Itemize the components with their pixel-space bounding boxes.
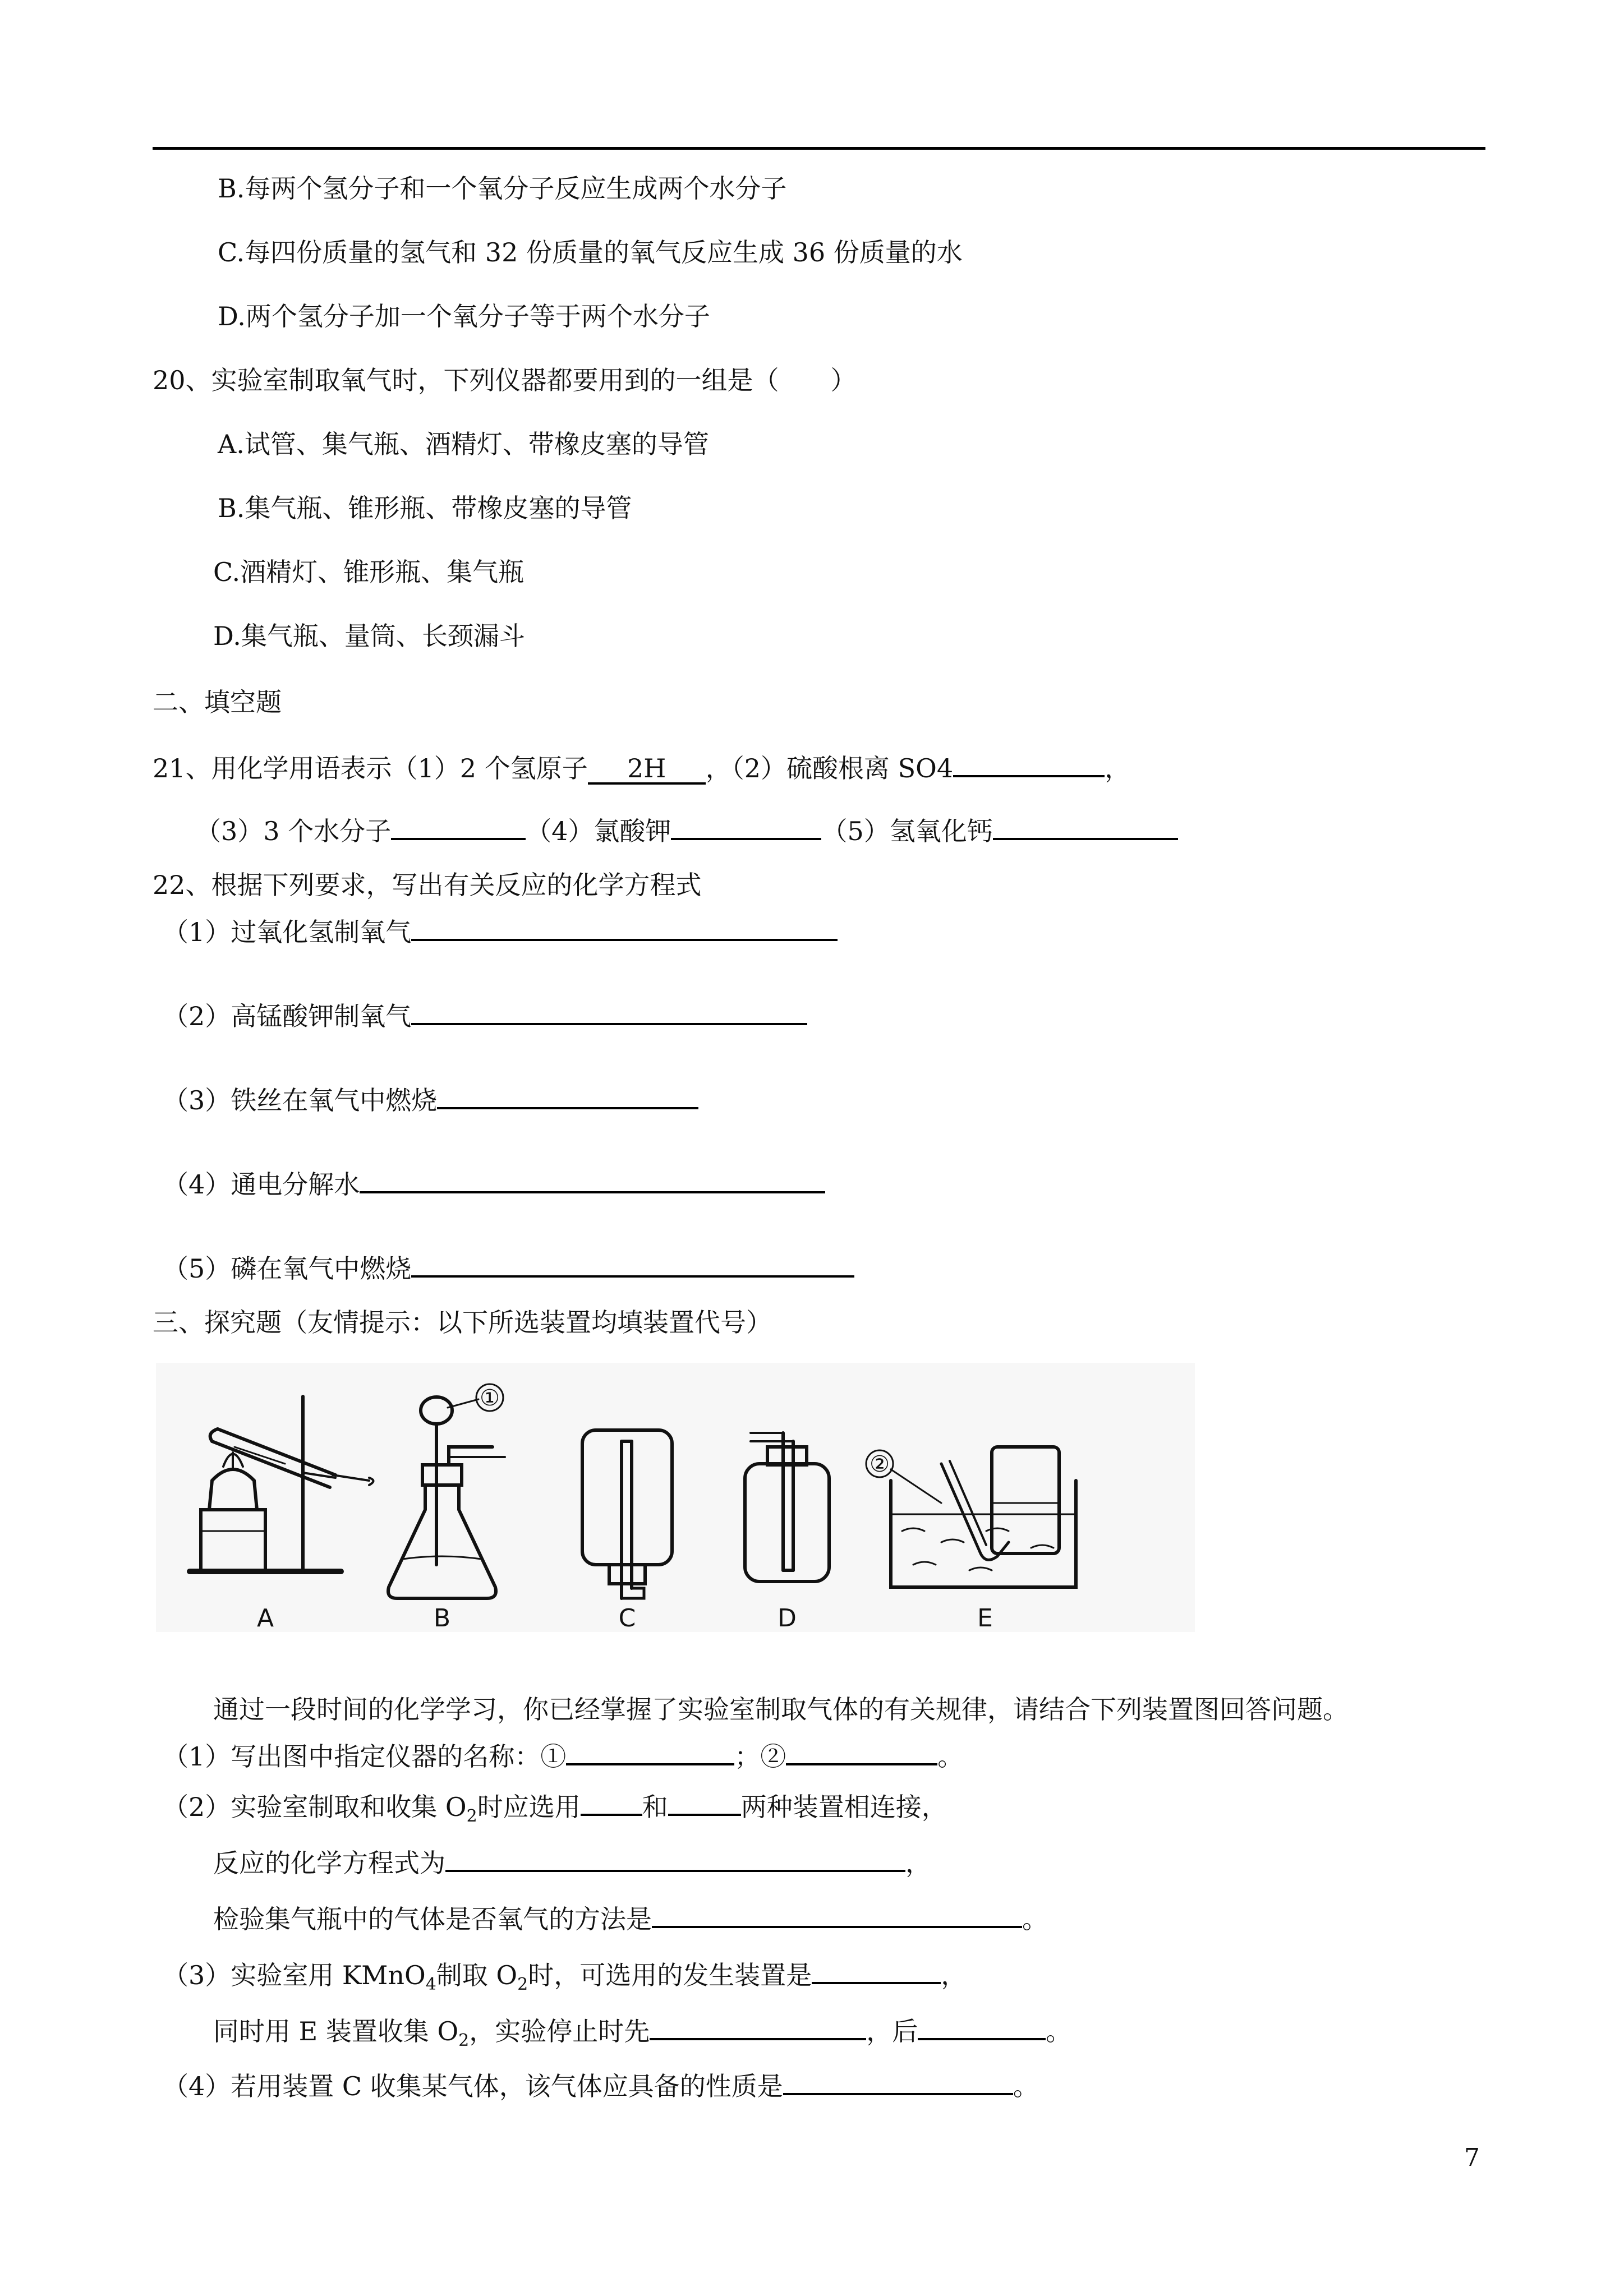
apparatus-a bbox=[190, 1396, 374, 1571]
q20-option-c: C.酒精灯、锥形瓶、集气瓶 bbox=[213, 557, 525, 587]
q22-item-4: （4）通电分解水 bbox=[163, 1165, 825, 1201]
q23-blank-equation[interactable] bbox=[445, 1844, 905, 1872]
q19-option-d: D.两个氢分子加一个氧分子等于两个水分子 bbox=[218, 301, 710, 331]
q21-blank-sulfate[interactable] bbox=[953, 749, 1105, 777]
q23-blank-gas-property[interactable] bbox=[783, 2067, 1013, 2095]
q23-part2-test: 检验集气瓶中的气体是否氧气的方法是 。 bbox=[213, 1900, 1048, 1936]
apparatus-c bbox=[582, 1430, 672, 1598]
q23-blank-instrument-2[interactable] bbox=[786, 1737, 937, 1765]
marker-2: ② bbox=[869, 1451, 890, 1477]
q22-item-5: （5）磷在氧气中燃烧 bbox=[163, 1250, 854, 1285]
q21-comma: ， bbox=[1105, 753, 1131, 783]
lab-apparatus-figure bbox=[156, 1363, 1195, 1632]
q23-intro: 通过一段时间的化学学习，你已经掌握了实验室制取气体的有关规律，请结合下列装置图回答问题。 bbox=[213, 1694, 1349, 1725]
q20-option-b: B.集气瓶、锥形瓶、带橡皮塞的导管 bbox=[218, 493, 632, 523]
q20-stem: 20、实验室制取氧气时，下列仪器都要用到的一组是（ ） bbox=[153, 365, 857, 395]
q23-blank-generator[interactable] bbox=[581, 1788, 642, 1816]
q23-blank-instrument-1[interactable] bbox=[566, 1737, 734, 1765]
label-e: E bbox=[977, 1604, 993, 1632]
q23-part1: （1）写出图中指定仪器的名称：① ；② 。 bbox=[163, 1737, 963, 1773]
q20-option-a: A.试管、集气瓶、酒精灯、带橡皮塞的导管 bbox=[218, 429, 709, 459]
q22-item-1: （1）过氧化氢制氧气 bbox=[163, 913, 838, 949]
label-b: B bbox=[433, 1604, 451, 1632]
apparatus-b bbox=[388, 1384, 505, 1598]
q21-blank-caoh2[interactable] bbox=[993, 812, 1178, 840]
q21-line2 bbox=[195, 812, 1178, 848]
header-rule bbox=[153, 147, 1485, 150]
q22-blank-1[interactable] bbox=[411, 913, 838, 941]
section-inquiry-heading: 三、探究题（友情提示：以下所选装置均填装置代号） bbox=[153, 1307, 772, 1338]
q21-part5: （5）氢氧化钙 bbox=[821, 816, 993, 846]
q21-part1: 21、用化学用语表示（1）2 个氢原子 bbox=[153, 753, 588, 783]
q21-blank-water[interactable] bbox=[391, 812, 526, 840]
q21-part4: （4）氯酸钾 bbox=[526, 816, 671, 846]
q22-item-2: （2）高锰酸钾制氧气 bbox=[163, 997, 807, 1033]
marker-1: ① bbox=[480, 1385, 500, 1411]
q20-option-d: D.集气瓶、量筒、长颈漏斗 bbox=[213, 621, 525, 651]
q22-blank-5[interactable] bbox=[411, 1250, 854, 1278]
q22-blank-2[interactable] bbox=[411, 997, 807, 1025]
q21-line1 bbox=[153, 749, 1130, 785]
q23-blank-kmno4-generator[interactable] bbox=[812, 1956, 941, 1984]
q19-option-c: C.每四份质量的氢气和 32 份质量的氧气反应生成 36 份质量的水 bbox=[218, 237, 963, 268]
q22-blank-3[interactable] bbox=[437, 1081, 698, 1109]
q23-blank-test-method[interactable] bbox=[652, 1900, 1022, 1928]
q23-blank-first-step[interactable] bbox=[650, 2012, 866, 2040]
apparatus-d bbox=[745, 1433, 829, 1582]
q19-option-b: B.每两个氢分子和一个氧分子反应生成两个水分子 bbox=[218, 173, 787, 204]
q21-blank-kclo3[interactable] bbox=[671, 812, 821, 840]
q23-part2: （2）实验室制取和收集 $O_2$时应选用 和 两种装置相连接， bbox=[163, 1788, 947, 1824]
label-a: A bbox=[256, 1604, 274, 1632]
page-number: 7 bbox=[1464, 2143, 1480, 2172]
apparatus-e bbox=[866, 1447, 1076, 1587]
q22-blank-4[interactable] bbox=[360, 1165, 825, 1193]
q21-answer-h-atoms[interactable]: 2H bbox=[588, 754, 706, 785]
q22-item-3: （3）铁丝在氧气中燃烧 bbox=[163, 1081, 698, 1117]
label-c: C bbox=[618, 1604, 636, 1632]
label-d: D bbox=[778, 1604, 797, 1632]
q23-part3-stop: 同时用 E 装置收集 $O_2$，实验停止时先 ，后 。 bbox=[213, 2012, 1071, 2048]
q23-blank-collector[interactable] bbox=[668, 1788, 741, 1816]
q22-stem: 22、根据下列要求，写出有关反应的化学方程式 bbox=[153, 870, 702, 900]
q23-blank-second-step[interactable] bbox=[918, 2012, 1046, 2040]
q21-part2: ，（2）硫酸根离 SO4 bbox=[705, 753, 954, 783]
q23-part4: （4）若用装置 C 收集某气体，该气体应具备的性质是 。 bbox=[163, 2067, 1039, 2103]
q23-part2-equation: 反应的化学方程式为 ， bbox=[213, 1844, 931, 1880]
q21-part3: （3）3 个水分子 bbox=[195, 816, 392, 846]
q23-part3: （3）实验室用 KMnO$_4$制取 $O_2$时，可选用的发生装置是 ， bbox=[163, 1956, 967, 1992]
section-fill-blank-heading: 二、填空题 bbox=[153, 687, 282, 717]
